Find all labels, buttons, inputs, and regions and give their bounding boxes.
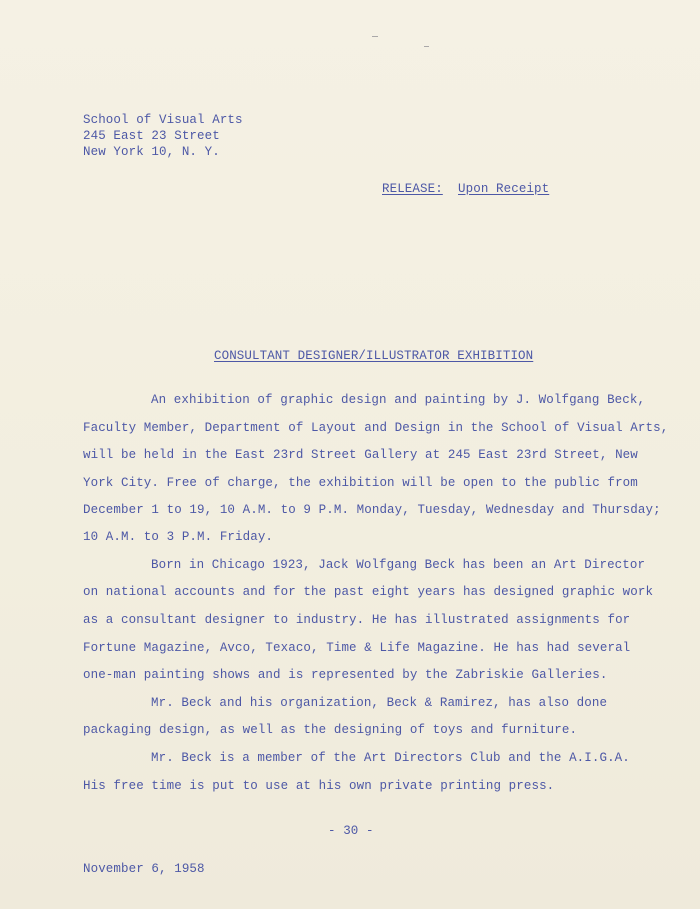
body-line: Born in Chicago 1923, Jack Wolfgang Beck has been an Art Director bbox=[151, 558, 646, 572]
paper-mark bbox=[372, 36, 378, 37]
body-line: An exhibition of graphic design and painting by J. Wolfgang Beck, bbox=[151, 393, 646, 407]
body-line: as a consultant designer to industry. He has illustrated assignments for bbox=[83, 613, 631, 627]
body-line: Faculty Member, Department of Layout and Design in the School of Visual Arts, bbox=[83, 421, 669, 435]
body-line: packaging design, as well as the designing of toys and furniture. bbox=[83, 723, 578, 737]
body-line: one-man painting shows and is represented by the Zabriskie Galleries. bbox=[83, 668, 608, 682]
release-value: Upon Receipt bbox=[458, 182, 550, 196]
body-line: His free time is put to use at his own private printing press. bbox=[83, 779, 555, 793]
paper-mark bbox=[424, 46, 429, 47]
body-line: 10 A.M. to 3 P.M. Friday. bbox=[83, 530, 274, 544]
body-line: on national accounts and for the past eight years has designed graphic work bbox=[83, 585, 654, 599]
body-line: Mr. Beck and his organization, Beck & Ramirez, has also done bbox=[151, 696, 608, 710]
sender-organization: School of Visual Arts bbox=[83, 113, 243, 127]
release-line bbox=[382, 182, 549, 197]
sender-city: New York 10, N. Y. bbox=[83, 145, 220, 159]
body-line: York City. Free of charge, the exhibition will be open to the public from bbox=[83, 476, 638, 490]
body-line: Fortune Magazine, Avco, Texaco, Time & Life Magazine. He has had several bbox=[83, 641, 631, 655]
document-title: CONSULTANT DESIGNER/ILLUSTRATOR EXHIBITION bbox=[214, 349, 534, 363]
sender-street: 245 East 23 Street bbox=[83, 129, 220, 143]
body-line: will be held in the East 23rd Street Gallery at 245 East 23rd Street, New bbox=[83, 448, 638, 462]
page-number: - 30 - bbox=[328, 824, 374, 838]
body-line: December 1 to 19, 10 A.M. to 9 P.M. Monday, Tuesday, Wednesday and Thursday; bbox=[83, 503, 661, 517]
document-date: November 6, 1958 bbox=[83, 862, 205, 876]
body-line: Mr. Beck is a member of the Art Directors Club and the A.I.G.A. bbox=[151, 751, 630, 765]
release-label: RELEASE: bbox=[382, 182, 443, 196]
